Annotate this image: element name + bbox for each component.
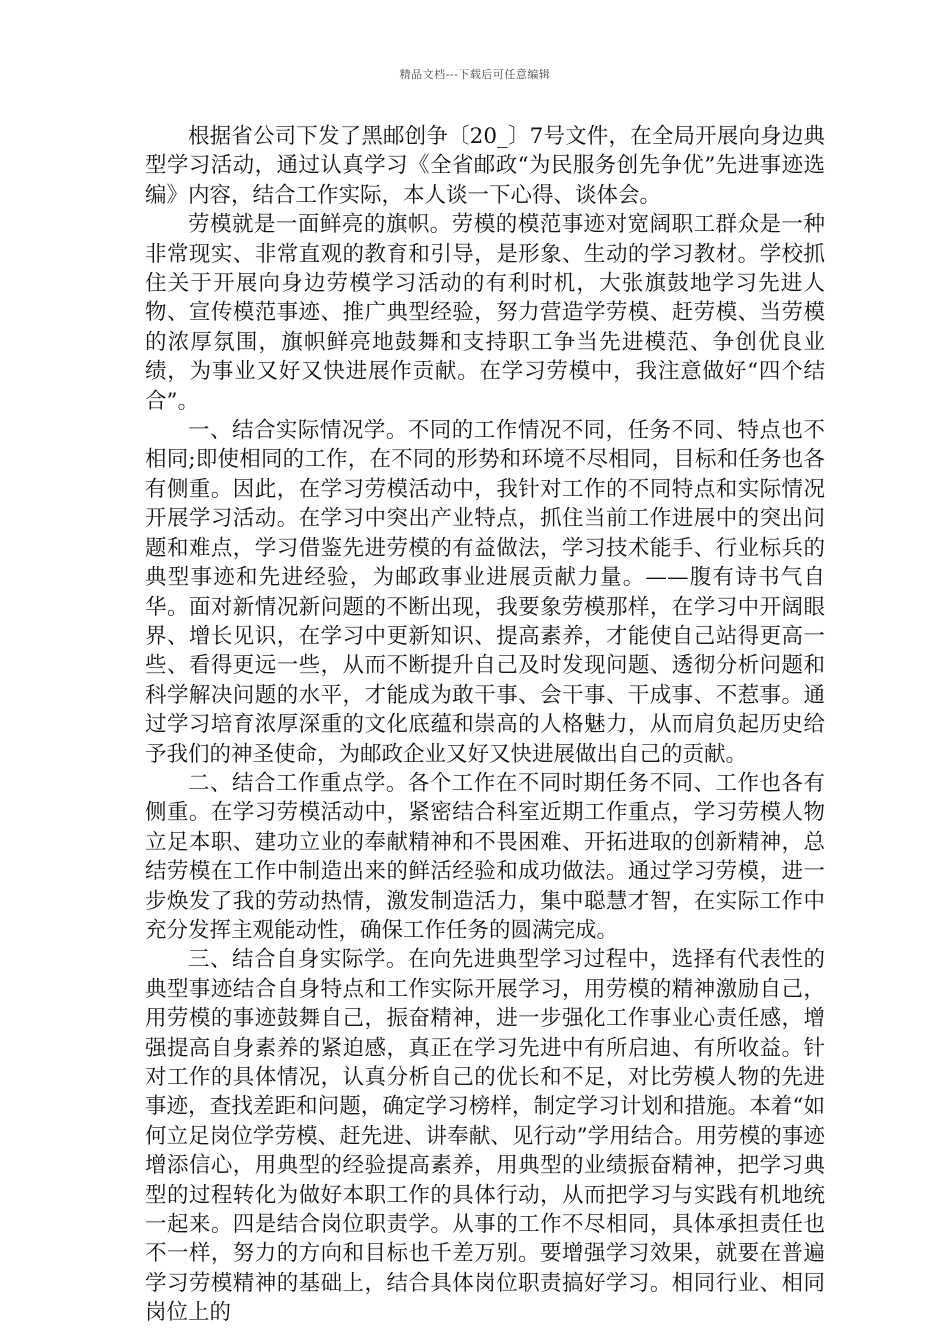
paragraph-intro: 根据省公司下发了黑邮创争〔20_〕7号文件，在全局开展向身边典型学习活动，通过认真学习《全省邮政“为民服务创先争优”先进事迹选编》内容，结合工作实际，本人谈一下心得、谈体会。 — [145, 124, 825, 208]
page-header: 精品文档---下载后可任意编辑 — [399, 68, 551, 81]
paragraph-point-three: 三、结合自身实际学。在向先进典型学习过程中，选择有代表性的典型事迹结合自身特点和工作实际开展学习，用劳模的精神激励自己，用劳模的事迹鼓舞自己，振奋精神，进一步强化工作事业心责任感，增强提高自身素养的紧迫感，真正在学习先进中有所启迪、有所收益。针对工作的具体情况，认真分析自己的优长和不足，对比劳模人物的先进事迹，查找差距和问题，确定学习榜样，制定学习计划和措施。本着“如何立足岗位学劳模、赶先进、讲奉献、见行动”学用结合。用劳模的事迹增添信心，用典型的经验提高素养，用典型的业绩振奋精神，把学习典型的过程转化为做好本职工作的具体行动，从而把学习与实践有机地统一起来。四是结合岗位职责学。从事的工作不尽相同，具体承担责任也不一样，努力的方向和目标也千差万别。要增强学习效果，就要在普遍学习劳模精神的基础上，结合具体岗位职责搞好学习。相同行业、相同岗位上的 — [145, 947, 825, 1326]
document-body — [145, 122, 825, 1328]
paragraph-point-two: 二、结合工作重点学。各个工作在不同时期任务不同、工作也各有侧重。在学习劳模活动中，紧密结合科室近期工作重点，学习劳模人物立足本职、建功立业的奉献精神和不畏困难、开拓进取的创新精神，总结劳模在工作中制造出来的鲜活经验和成功做法。通过学习劳模，进一步焕发了我的劳动热情，激发制造活力，集中聪慧才智，在实际工作中充分发挥主观能动性，确保工作任务的圆满完成。 — [145, 770, 825, 943]
paragraph-model-banner: 劳模就是一面鲜亮的旗帜。劳模的模范事迹对宽阔职工群众是一种非常现实、非常直观的教育和引导，是形象、生动的学习教材。学校抓住关于开展向身边劳模学习活动的有利时机，大张旗鼓地学习先进人物、宣传模范事迹、推广典型经验，努力营造学劳模、赶劳模、当劳模的浓厚氛围，旗帜鲜亮地鼓舞和支持职工争当先进模范、争创优良业绩，为事业又好又快进展作贡献。在学习劳模中，我注意做好“四个结合”。 — [145, 212, 825, 414]
paragraph-point-one: 一、结合实际情况学。不同的工作情况不同，任务不同、特点也不相同;即使相同的工作，在不同的形势和环境不尽相同，目标和任务也各有侧重。因此，在学习劳模活动中，我针对工作的不同特点和实际情况开展学习活动。在学习中突出产业特点，抓住当前工作进展中的突出问题和难点，学习借鉴先进劳模的有益做法，学习技术能手、行业标兵的典型事迹和先进经验，为邮政事业进展贡献力量。——腹有诗书气自华。面对新情况新问题的不断出现，我要象劳模那样，在学习中开阔眼界、增长见识，在学习中更新知识、提高素养，才能使自己站得更高一些、看得更远一些，从而不断提升自己及时发现问题、透彻分析问题和科学解决问题的水平，才能成为敢干事、会干事、干成事、不惹事。通过学习培育浓厚深重的文化底蕴和崇高的人格魅力，从而肩负起历史给予我们的神圣使命，为邮政企业又好又快进展做出自己的贡献。 — [145, 418, 825, 767]
